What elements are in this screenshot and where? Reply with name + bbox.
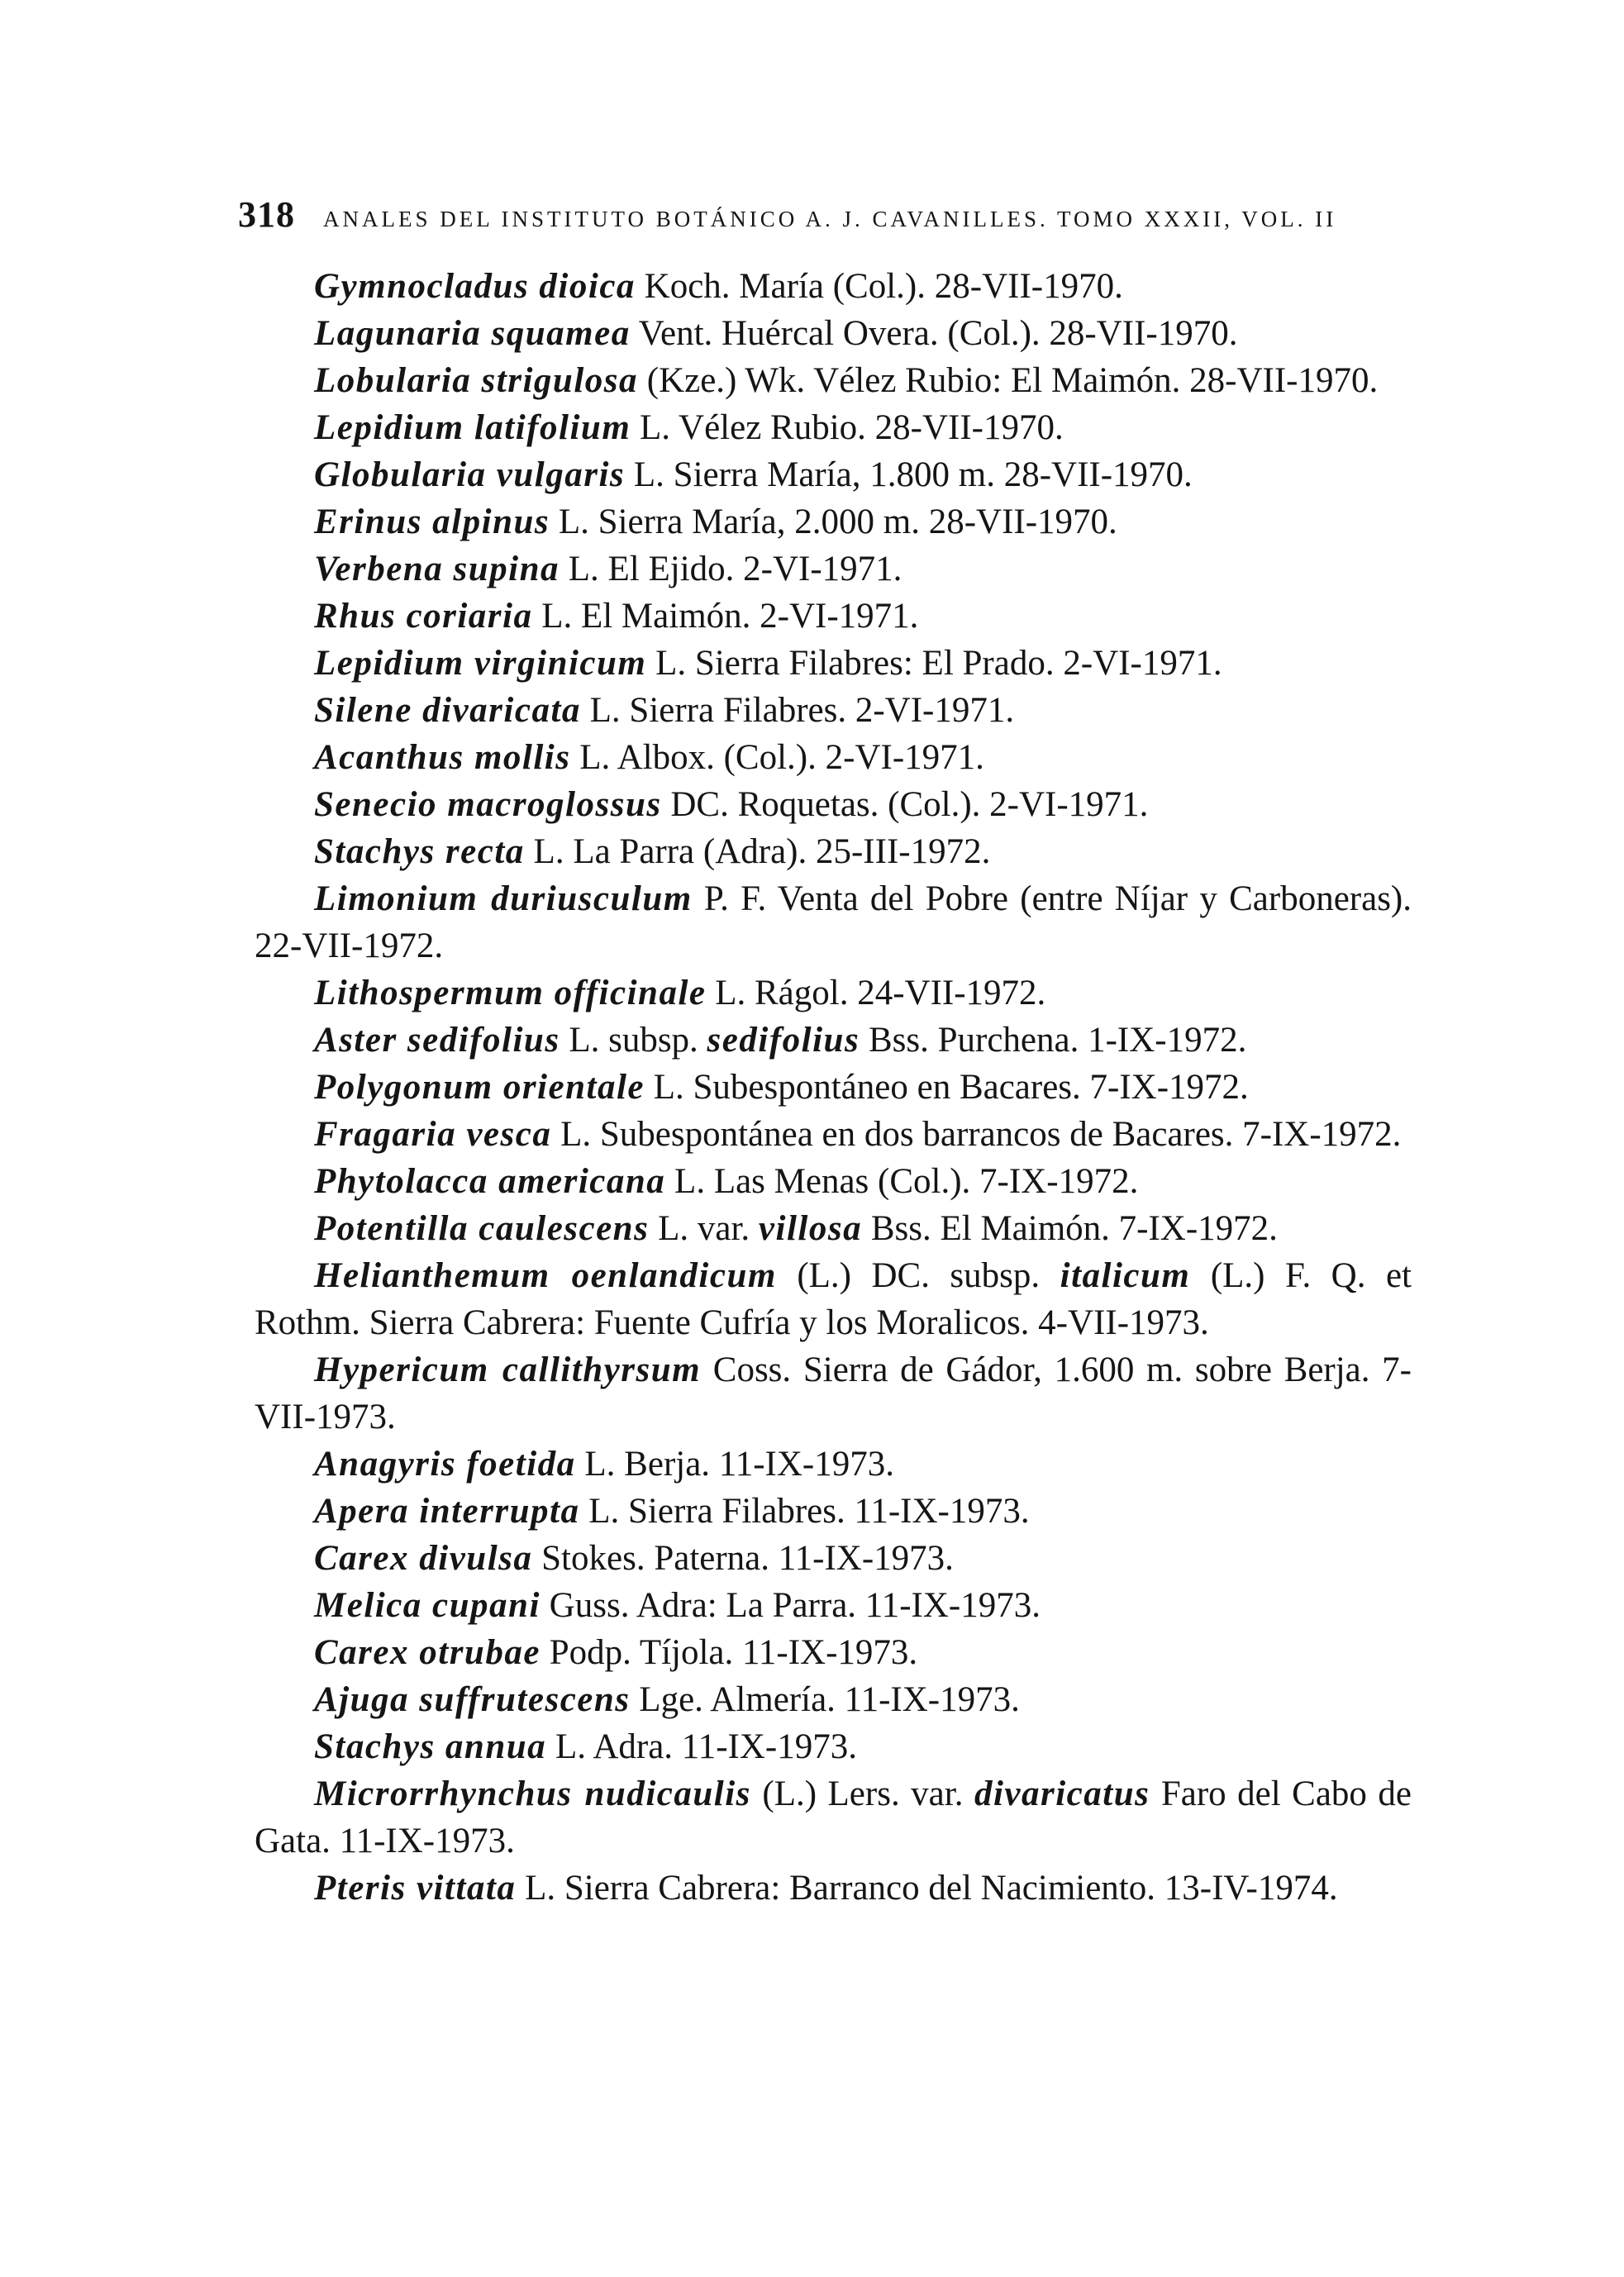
species-entry [255, 593, 1412, 640]
entry-details: Coss. Sierra de Gádor, 1.600 m. sobre Berja. 7-VII-1973. [255, 1350, 1412, 1436]
entry-details: L. Sierra María, 1.800 m. 28-VII-1970. [625, 455, 1193, 494]
entry-details: Lge. Almería. 11-IX-1973. [630, 1680, 1020, 1719]
taxon-name: Microrrhynchus nudicaulis [314, 1774, 751, 1813]
taxon-name: Carex divulsa [314, 1539, 533, 1578]
entry-details: L. Subespontáneo en Bacares. 7-IX-1972. [644, 1068, 1249, 1107]
entry-details: L. Sierra María, 2.000 m. 28-VII-1970. [550, 503, 1117, 541]
entry-details: L. La Parra (Adra). 25-III-1972. [524, 832, 991, 871]
entry-details-continued: Faro del Cabo de Gata. 11-IX-1973. [255, 1774, 1412, 1860]
entry-details: (L.) DC. subsp. [776, 1256, 1060, 1295]
taxon-name: Apera interrupta [314, 1492, 580, 1531]
entry-details: DC. Roquetas. (Col.). 2-VI-1971. [661, 785, 1149, 824]
taxon-name: Lobularia strigulosa [314, 361, 639, 400]
taxon-name: Lagunaria squamea [314, 314, 631, 353]
species-entry [255, 310, 1412, 357]
entry-details: L. Sierra Filabres. 11-IX-1973. [579, 1492, 1030, 1531]
taxon-name: Limonium duriusculum [314, 879, 693, 918]
species-entry [255, 1865, 1412, 1912]
taxon-name: Phytolacca americana [314, 1162, 666, 1201]
infraspecific-name: sedifolius [707, 1021, 860, 1060]
entry-details: L. var. [649, 1209, 759, 1248]
taxon-name: Gymnocladus dioica [314, 267, 636, 306]
entry-details: L. Rágol. 24-VII-1972. [706, 974, 1046, 1012]
species-entry [255, 1770, 1412, 1865]
species-entry [255, 1441, 1412, 1488]
taxon-name: Fragaria vesca [314, 1115, 552, 1154]
entry-details: (Kze.) Wk. Vélez Rubio: El Maimón. 28-VII-1970. [638, 361, 1379, 400]
taxon-name: Helianthemum oenlandicum [314, 1256, 777, 1295]
species-entry [255, 1723, 1412, 1770]
species-entry [255, 451, 1412, 498]
taxon-name: Polygonum orientale [314, 1068, 645, 1107]
entry-details: L. subsp. [560, 1021, 707, 1060]
taxon-name: Carex otrubae [314, 1633, 541, 1672]
entry-details: L. Berja. 11-IX-1973. [575, 1445, 894, 1484]
entry-details-continued: Bss. Purchena. 1-IX-1972. [860, 1021, 1247, 1060]
entry-details: L. Sierra Filabres: El Prado. 2-VI-1971. [646, 644, 1222, 683]
species-entry [255, 1488, 1412, 1535]
entry-details: Stokes. Paterna. 11-IX-1973. [532, 1539, 954, 1578]
taxon-name: Stachys recta [314, 832, 525, 871]
taxon-name: Stachys annua [314, 1727, 547, 1766]
species-entry [255, 1017, 1412, 1064]
entry-details: L. Sierra Cabrera: Barranco del Nacimiento. 13-IV-1974. [516, 1869, 1338, 1908]
running-head [238, 192, 1354, 238]
taxon-name: Anagyris foetida [314, 1445, 576, 1484]
taxon-name: Ajuga suffrutescens [314, 1680, 631, 1719]
entry-details: L. Adra. 11-IX-1973. [546, 1727, 857, 1766]
species-entry [255, 781, 1412, 828]
taxon-name: Rhus coriaria [314, 597, 533, 636]
species-entry [255, 263, 1412, 310]
entry-details: Koch. María (Col.). 28-VII-1970. [635, 267, 1123, 306]
entry-details: (L.) Lers. var. [750, 1774, 974, 1813]
species-entry [255, 828, 1412, 875]
entry-details: L. Vélez Rubio. 28-VII-1970. [631, 408, 1064, 447]
entry-details: L. Albox. (Col.). 2-VI-1971. [570, 738, 984, 777]
entry-details: Guss. Adra: La Parra. 11-IX-1973. [540, 1586, 1041, 1625]
species-entry [255, 734, 1412, 781]
entry-details: L. El Ejido. 2-VI-1971. [560, 550, 902, 588]
entry-details: L. Subespontánea en dos barrancos de Bacares. 7-IX-1972. [551, 1115, 1402, 1154]
taxon-name: Aster sedifolius [314, 1021, 560, 1060]
taxon-name: Hypericum callithyrsum [314, 1350, 702, 1389]
entry-details: P. F. Venta del Pobre (entre Níjar y Carboneras). 22-VII-1972. [255, 879, 1412, 965]
entry-details: L. Las Menas (Col.). 7-IX-1972. [665, 1162, 1139, 1201]
species-entry [255, 357, 1412, 404]
taxon-name: Acanthus mollis [314, 738, 571, 777]
species-entry [255, 404, 1412, 451]
taxon-name: Lithospermum officinale [314, 974, 707, 1012]
species-entry [255, 1629, 1412, 1676]
species-entry [255, 969, 1412, 1017]
species-entry [255, 1676, 1412, 1723]
species-entry [255, 1582, 1412, 1629]
entry-details-continued: Bss. El Maimón. 7-IX-1972. [862, 1209, 1278, 1248]
taxon-name: Potentilla caulescens [314, 1209, 650, 1248]
species-entry [255, 1111, 1412, 1158]
entry-details: L. El Maimón. 2-VI-1971. [532, 597, 919, 636]
species-entry [255, 498, 1412, 545]
page-number: 318 [238, 194, 295, 235]
infraspecific-name: italicum [1060, 1256, 1191, 1295]
taxon-name: Lepidium latifolium [314, 408, 631, 447]
species-entry [255, 545, 1412, 593]
infraspecific-name: divaricatus [974, 1774, 1150, 1813]
species-entry [255, 687, 1412, 734]
entry-details-continued: (L.) F. Q. et Rothm. Sierra Cabrera: Fuente Cufría y los Moralicos. 4-VII-1973. [255, 1256, 1412, 1342]
species-entry [255, 875, 1412, 969]
entry-details: Vent. Huércal Overa. (Col.). 28-VII-1970. [630, 314, 1238, 353]
taxon-name: Silene divaricata [314, 691, 581, 730]
taxon-name: Globularia vulgaris [314, 455, 626, 494]
species-list [255, 263, 1412, 1912]
taxon-name: Senecio macroglossus [314, 785, 662, 824]
taxon-name: Lepidium virginicum [314, 644, 647, 683]
entry-details: Podp. Tíjola. 11-IX-1973. [540, 1633, 918, 1672]
species-entry [255, 1535, 1412, 1582]
species-entry [255, 640, 1412, 687]
taxon-name: Erinus alpinus [314, 503, 550, 541]
entry-details: L. Sierra Filabres. 2-VI-1971. [580, 691, 1015, 730]
taxon-name: Verbena supina [314, 550, 560, 588]
species-entry [255, 1158, 1412, 1205]
species-entry [255, 1346, 1412, 1441]
taxon-name: Pteris vittata [314, 1869, 517, 1908]
journal-title: ANALES DEL INSTITUTO BOTÁNICO A. J. CAVANILLES. TOMO XXXII, VOL. II [323, 207, 1337, 231]
species-entry [255, 1252, 1412, 1346]
infraspecific-name: villosa [758, 1209, 863, 1248]
species-entry [255, 1205, 1412, 1252]
taxon-name: Melica cupani [314, 1586, 541, 1625]
species-entry [255, 1064, 1412, 1111]
